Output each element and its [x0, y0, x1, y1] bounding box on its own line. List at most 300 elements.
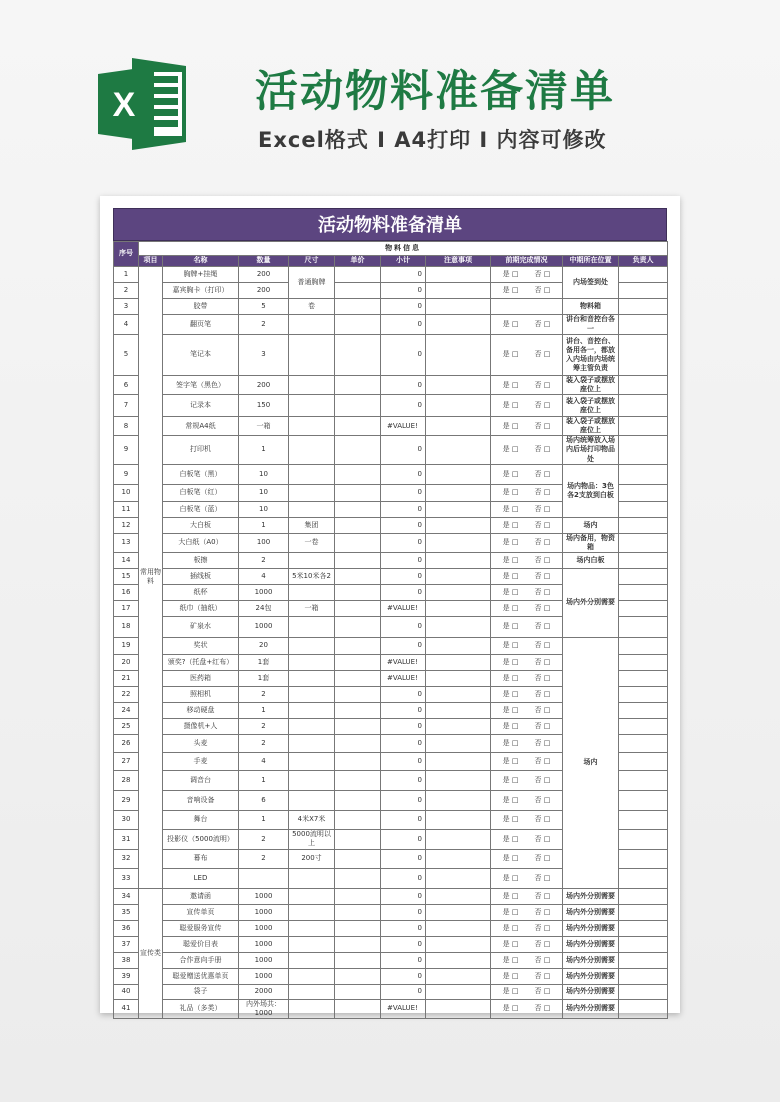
item-name[interactable]: 聪爱价目表 [163, 936, 239, 952]
checkbox-yes[interactable]: 是 □ [502, 421, 519, 430]
checkbox-yes[interactable]: 是 □ [502, 622, 519, 631]
item-size[interactable] [289, 702, 335, 718]
item-qty[interactable]: 24包 [239, 600, 289, 616]
item-notes[interactable] [426, 552, 491, 568]
item-qty[interactable]: 3 [239, 335, 289, 376]
item-owner[interactable] [619, 417, 668, 436]
item-qty[interactable]: 200 [239, 376, 289, 395]
item-owner[interactable] [619, 616, 668, 637]
early-status[interactable] [491, 849, 563, 868]
item-price[interactable] [335, 376, 381, 395]
item-owner[interactable] [619, 968, 668, 984]
checkbox-no[interactable]: 否 □ [534, 795, 551, 804]
checkbox-no[interactable]: 否 □ [534, 587, 551, 596]
checkbox-no[interactable]: 否 □ [534, 987, 551, 996]
early-status[interactable] [491, 999, 563, 1018]
item-notes[interactable] [426, 517, 491, 533]
checkbox-yes[interactable]: 是 □ [502, 555, 519, 564]
item-price[interactable] [335, 686, 381, 702]
item-size[interactable] [289, 616, 335, 637]
checkbox-yes[interactable]: 是 □ [502, 673, 519, 682]
item-qty[interactable]: 2000 [239, 984, 289, 999]
item-size[interactable] [289, 654, 335, 670]
early-status[interactable] [491, 790, 563, 810]
checkbox-no[interactable]: 否 □ [534, 673, 551, 682]
item-qty[interactable]: 1 [239, 702, 289, 718]
checkbox-yes[interactable]: 是 □ [502, 775, 519, 784]
item-notes[interactable] [426, 299, 491, 315]
item-name[interactable]: 笔记本 [163, 335, 239, 376]
item-owner[interactable] [619, 568, 668, 584]
checkbox-yes[interactable]: 是 □ [502, 269, 519, 278]
early-status[interactable] [491, 552, 563, 568]
item-owner[interactable] [619, 936, 668, 952]
checkbox-no[interactable]: 否 □ [534, 775, 551, 784]
item-qty[interactable]: 10 [239, 464, 289, 484]
item-size[interactable] [289, 417, 335, 436]
item-size[interactable] [289, 436, 335, 464]
item-price[interactable] [335, 670, 381, 686]
item-name[interactable]: 白板笔（红） [163, 484, 239, 501]
item-owner[interactable] [619, 552, 668, 568]
item-qty[interactable]: 100 [239, 533, 289, 552]
early-status[interactable] [491, 686, 563, 702]
checkbox-no[interactable]: 否 □ [534, 445, 551, 454]
item-size[interactable]: 普通胸牌 [289, 267, 335, 299]
item-owner[interactable] [619, 670, 668, 686]
item-owner[interactable] [619, 464, 668, 484]
item-name[interactable]: 嘉宾胸卡（打印） [163, 283, 239, 299]
item-name[interactable]: 头麦 [163, 734, 239, 752]
item-name[interactable]: 胶带 [163, 299, 239, 315]
item-qty[interactable]: 200 [239, 267, 289, 283]
item-owner[interactable] [619, 335, 668, 376]
early-status[interactable] [491, 267, 563, 283]
checkbox-yes[interactable]: 是 □ [502, 445, 519, 454]
item-price[interactable] [335, 999, 381, 1018]
item-name[interactable]: 纸巾（抽纸） [163, 600, 239, 616]
item-price[interactable] [335, 464, 381, 484]
item-owner[interactable] [619, 888, 668, 904]
item-name[interactable]: 大白板 [163, 517, 239, 533]
item-size[interactable] [289, 552, 335, 568]
item-qty[interactable]: 5 [239, 299, 289, 315]
item-owner[interactable] [619, 501, 668, 517]
item-owner[interactable] [619, 829, 668, 849]
item-size[interactable] [289, 888, 335, 904]
item-name[interactable]: 白板笔（黑） [163, 464, 239, 484]
item-price[interactable] [335, 299, 381, 315]
item-owner[interactable] [619, 770, 668, 790]
item-size[interactable]: 集团 [289, 517, 335, 533]
item-owner[interactable] [619, 718, 668, 734]
item-owner[interactable] [619, 267, 668, 283]
item-name[interactable]: 大白纸（A0） [163, 533, 239, 552]
item-owner[interactable] [619, 517, 668, 533]
item-price[interactable] [335, 395, 381, 417]
item-name[interactable]: 投影仪（5000流明） [163, 829, 239, 849]
checkbox-yes[interactable]: 是 □ [502, 504, 519, 513]
checkbox-no[interactable]: 否 □ [534, 504, 551, 513]
item-owner[interactable] [619, 752, 668, 770]
item-price[interactable] [335, 810, 381, 829]
checkbox-no[interactable]: 否 □ [534, 756, 551, 765]
item-qty[interactable]: 2 [239, 718, 289, 734]
item-notes[interactable] [426, 849, 491, 868]
item-notes[interactable] [426, 790, 491, 810]
checkbox-no[interactable]: 否 □ [534, 834, 551, 843]
item-owner[interactable] [619, 436, 668, 464]
checkbox-no[interactable]: 否 □ [534, 689, 551, 698]
checkbox-yes[interactable]: 是 □ [502, 955, 519, 964]
item-size[interactable] [289, 770, 335, 790]
checkbox-no[interactable]: 否 □ [534, 854, 551, 863]
checkbox-no[interactable]: 否 □ [534, 955, 551, 964]
checkbox-no[interactable]: 否 □ [534, 641, 551, 650]
checkbox-yes[interactable]: 是 □ [502, 603, 519, 612]
checkbox-no[interactable]: 否 □ [534, 469, 551, 478]
checkbox-no[interactable]: 否 □ [534, 538, 551, 547]
early-status[interactable] [491, 718, 563, 734]
item-qty[interactable]: 1000 [239, 584, 289, 600]
early-status[interactable] [491, 568, 563, 584]
item-owner[interactable] [619, 984, 668, 999]
item-name[interactable]: 音响设备 [163, 790, 239, 810]
item-qty[interactable]: 10 [239, 484, 289, 501]
early-status[interactable] [491, 283, 563, 299]
item-size[interactable] [289, 734, 335, 752]
item-notes[interactable] [426, 283, 491, 299]
item-qty[interactable]: 1 [239, 436, 289, 464]
item-name[interactable]: 聪爱服务宣传 [163, 920, 239, 936]
item-notes[interactable] [426, 702, 491, 718]
item-notes[interactable] [426, 315, 491, 335]
checkbox-no[interactable]: 否 □ [534, 705, 551, 714]
item-qty[interactable]: 10 [239, 501, 289, 517]
checkbox-yes[interactable]: 是 □ [502, 1004, 519, 1013]
item-name[interactable]: 摄像机+人 [163, 718, 239, 734]
checkbox-no[interactable]: 否 □ [534, 350, 551, 359]
early-status[interactable] [491, 637, 563, 654]
item-qty[interactable]: 1000 [239, 952, 289, 968]
item-name[interactable]: 纸杯 [163, 584, 239, 600]
item-qty[interactable]: 一箱 [239, 417, 289, 436]
item-notes[interactable] [426, 968, 491, 984]
checkbox-yes[interactable]: 是 □ [502, 971, 519, 980]
item-qty[interactable]: 1 [239, 810, 289, 829]
item-qty[interactable]: 2 [239, 686, 289, 702]
item-qty[interactable]: 2 [239, 829, 289, 849]
item-notes[interactable] [426, 654, 491, 670]
checkbox-no[interactable]: 否 □ [534, 815, 551, 824]
item-price[interactable] [335, 654, 381, 670]
item-size[interactable] [289, 936, 335, 952]
early-status[interactable] [491, 888, 563, 904]
item-name[interactable]: 幕布 [163, 849, 239, 868]
checkbox-yes[interactable]: 是 □ [502, 815, 519, 824]
checkbox-yes[interactable]: 是 □ [502, 795, 519, 804]
checkbox-no[interactable]: 否 □ [534, 571, 551, 580]
item-qty[interactable]: 4 [239, 568, 289, 584]
item-size[interactable] [289, 335, 335, 376]
early-status[interactable] [491, 436, 563, 464]
item-size[interactable] [289, 952, 335, 968]
item-name[interactable]: 奖状 [163, 637, 239, 654]
checkbox-yes[interactable]: 是 □ [502, 689, 519, 698]
item-qty[interactable]: 1套 [239, 670, 289, 686]
checkbox-yes[interactable]: 是 □ [502, 738, 519, 747]
item-price[interactable] [335, 920, 381, 936]
checkbox-yes[interactable]: 是 □ [502, 705, 519, 714]
item-owner[interactable] [619, 849, 668, 868]
item-notes[interactable] [426, 999, 491, 1018]
checkbox-yes[interactable]: 是 □ [502, 987, 519, 996]
item-notes[interactable] [426, 395, 491, 417]
item-owner[interactable] [619, 315, 668, 335]
early-status[interactable] [491, 734, 563, 752]
item-notes[interactable] [426, 936, 491, 952]
item-size[interactable] [289, 670, 335, 686]
item-notes[interactable] [426, 984, 491, 999]
item-size[interactable] [289, 718, 335, 734]
early-status[interactable] [491, 654, 563, 670]
item-name[interactable]: 手麦 [163, 752, 239, 770]
early-status[interactable] [491, 517, 563, 533]
item-name[interactable]: 矿泉水 [163, 616, 239, 637]
item-notes[interactable] [426, 637, 491, 654]
item-owner[interactable] [619, 484, 668, 501]
early-status[interactable] [491, 968, 563, 984]
item-qty[interactable]: 1套 [239, 654, 289, 670]
early-status[interactable] [491, 464, 563, 484]
item-price[interactable] [335, 501, 381, 517]
checkbox-no[interactable]: 否 □ [534, 622, 551, 631]
item-qty[interactable]: 1000 [239, 920, 289, 936]
item-name[interactable]: 常规A4纸 [163, 417, 239, 436]
item-name[interactable]: 签字笔（黑色） [163, 376, 239, 395]
item-notes[interactable] [426, 868, 491, 888]
checkbox-yes[interactable]: 是 □ [502, 756, 519, 765]
item-notes[interactable] [426, 920, 491, 936]
early-status[interactable] [491, 584, 563, 600]
item-notes[interactable] [426, 810, 491, 829]
checkbox-yes[interactable]: 是 □ [502, 587, 519, 596]
item-owner[interactable] [619, 299, 668, 315]
checkbox-yes[interactable]: 是 □ [502, 488, 519, 497]
early-status[interactable] [491, 299, 563, 315]
early-status[interactable] [491, 335, 563, 376]
item-name[interactable]: 插线板 [163, 568, 239, 584]
item-size[interactable] [289, 464, 335, 484]
item-owner[interactable] [619, 376, 668, 395]
item-price[interactable] [335, 984, 381, 999]
checkbox-yes[interactable]: 是 □ [502, 834, 519, 843]
item-price[interactable] [335, 904, 381, 920]
early-status[interactable] [491, 670, 563, 686]
checkbox-no[interactable]: 否 □ [534, 971, 551, 980]
item-name[interactable]: 合作意向手册 [163, 952, 239, 968]
item-name[interactable]: 聪爱赠送优惠单页 [163, 968, 239, 984]
item-size[interactable] [289, 968, 335, 984]
item-qty[interactable]: 内外场共：1000 [239, 999, 289, 1018]
checkbox-yes[interactable]: 是 □ [502, 641, 519, 650]
checkbox-no[interactable]: 否 □ [534, 319, 551, 328]
early-status[interactable] [491, 904, 563, 920]
checkbox-yes[interactable]: 是 □ [502, 657, 519, 666]
checkbox-no[interactable]: 否 □ [534, 721, 551, 730]
item-owner[interactable] [619, 702, 668, 718]
checkbox-no[interactable]: 否 □ [534, 380, 551, 389]
item-qty[interactable] [239, 868, 289, 888]
item-notes[interactable] [426, 584, 491, 600]
checkbox-no[interactable]: 否 □ [534, 603, 551, 612]
checkbox-no[interactable]: 否 □ [534, 401, 551, 410]
item-size[interactable] [289, 315, 335, 335]
item-name[interactable]: 邀请函 [163, 888, 239, 904]
early-status[interactable] [491, 810, 563, 829]
item-owner[interactable] [619, 533, 668, 552]
item-price[interactable] [335, 533, 381, 552]
item-owner[interactable] [619, 999, 668, 1018]
item-size[interactable]: 4米X7米 [289, 810, 335, 829]
item-qty[interactable]: 200 [239, 283, 289, 299]
early-status[interactable] [491, 315, 563, 335]
item-size[interactable] [289, 584, 335, 600]
item-name[interactable]: 翻页笔 [163, 315, 239, 335]
item-qty[interactable]: 1000 [239, 968, 289, 984]
item-notes[interactable] [426, 686, 491, 702]
item-price[interactable] [335, 936, 381, 952]
checkbox-yes[interactable]: 是 □ [502, 721, 519, 730]
checkbox-yes[interactable]: 是 □ [502, 854, 519, 863]
item-size[interactable] [289, 686, 335, 702]
item-price[interactable] [335, 752, 381, 770]
item-name[interactable]: 照相机 [163, 686, 239, 702]
early-status[interactable] [491, 533, 563, 552]
checkbox-yes[interactable]: 是 □ [502, 380, 519, 389]
item-price[interactable] [335, 888, 381, 904]
early-status[interactable] [491, 952, 563, 968]
item-name[interactable]: 礼品（多类） [163, 999, 239, 1018]
item-price[interactable] [335, 315, 381, 335]
item-size[interactable] [289, 999, 335, 1018]
checkbox-yes[interactable]: 是 □ [502, 401, 519, 410]
item-notes[interactable] [426, 829, 491, 849]
item-notes[interactable] [426, 533, 491, 552]
item-price[interactable] [335, 417, 381, 436]
item-size[interactable]: 一卷 [289, 533, 335, 552]
item-size[interactable]: 5000流明以上 [289, 829, 335, 849]
early-status[interactable] [491, 484, 563, 501]
item-notes[interactable] [426, 267, 491, 283]
checkbox-no[interactable]: 否 □ [534, 269, 551, 278]
item-price[interactable] [335, 790, 381, 810]
item-price[interactable] [335, 770, 381, 790]
item-notes[interactable] [426, 600, 491, 616]
item-notes[interactable] [426, 952, 491, 968]
item-qty[interactable]: 2 [239, 315, 289, 335]
checkbox-no[interactable]: 否 □ [534, 421, 551, 430]
item-price[interactable] [335, 718, 381, 734]
item-size[interactable] [289, 752, 335, 770]
item-notes[interactable] [426, 904, 491, 920]
item-size[interactable] [289, 920, 335, 936]
checkbox-no[interactable]: 否 □ [534, 873, 551, 882]
early-status[interactable] [491, 395, 563, 417]
checkbox-yes[interactable]: 是 □ [502, 907, 519, 916]
item-price[interactable] [335, 552, 381, 568]
early-status[interactable] [491, 984, 563, 999]
item-size[interactable] [289, 984, 335, 999]
early-status[interactable] [491, 920, 563, 936]
early-status[interactable] [491, 752, 563, 770]
item-qty[interactable]: 2 [239, 849, 289, 868]
item-size[interactable]: 一箱 [289, 600, 335, 616]
item-name[interactable]: 调音台 [163, 770, 239, 790]
item-price[interactable] [335, 568, 381, 584]
item-name[interactable]: 宣传单页 [163, 904, 239, 920]
item-name[interactable]: 记录本 [163, 395, 239, 417]
item-price[interactable] [335, 517, 381, 533]
early-status[interactable] [491, 829, 563, 849]
item-name[interactable]: 打印机 [163, 436, 239, 464]
checkbox-yes[interactable]: 是 □ [502, 538, 519, 547]
item-qty[interactable]: 2 [239, 734, 289, 752]
item-size[interactable] [289, 484, 335, 501]
checkbox-yes[interactable]: 是 □ [502, 319, 519, 328]
checkbox-no[interactable]: 否 □ [534, 891, 551, 900]
checkbox-no[interactable]: 否 □ [534, 738, 551, 747]
item-notes[interactable] [426, 335, 491, 376]
item-price[interactable] [335, 829, 381, 849]
checkbox-no[interactable]: 否 □ [534, 907, 551, 916]
item-size[interactable] [289, 868, 335, 888]
checkbox-no[interactable]: 否 □ [534, 488, 551, 497]
item-qty[interactable]: 1 [239, 517, 289, 533]
item-owner[interactable] [619, 600, 668, 616]
item-price[interactable] [335, 968, 381, 984]
item-price[interactable] [335, 868, 381, 888]
checkbox-yes[interactable]: 是 □ [502, 285, 519, 294]
checkbox-yes[interactable]: 是 □ [502, 923, 519, 932]
early-status[interactable] [491, 702, 563, 718]
item-notes[interactable] [426, 718, 491, 734]
item-size[interactable]: 卷 [289, 299, 335, 315]
early-status[interactable] [491, 600, 563, 616]
early-status[interactable] [491, 376, 563, 395]
item-size[interactable] [289, 376, 335, 395]
item-price[interactable] [335, 849, 381, 868]
item-size[interactable]: 5米10米各2 [289, 568, 335, 584]
item-qty[interactable]: 6 [239, 790, 289, 810]
item-price[interactable] [335, 584, 381, 600]
checkbox-yes[interactable]: 是 □ [502, 520, 519, 529]
item-name[interactable]: 胸牌+挂绳 [163, 267, 239, 283]
item-qty[interactable]: 1000 [239, 936, 289, 952]
item-size[interactable] [289, 637, 335, 654]
item-name[interactable]: 舞台 [163, 810, 239, 829]
item-owner[interactable] [619, 810, 668, 829]
item-price[interactable] [335, 335, 381, 376]
item-notes[interactable] [426, 417, 491, 436]
checkbox-yes[interactable]: 是 □ [502, 873, 519, 882]
item-name[interactable]: 白板笔（蓝） [163, 501, 239, 517]
item-size[interactable] [289, 501, 335, 517]
item-owner[interactable] [619, 952, 668, 968]
item-price[interactable] [335, 283, 381, 299]
checkbox-no[interactable]: 否 □ [534, 555, 551, 564]
item-qty[interactable]: 1000 [239, 888, 289, 904]
